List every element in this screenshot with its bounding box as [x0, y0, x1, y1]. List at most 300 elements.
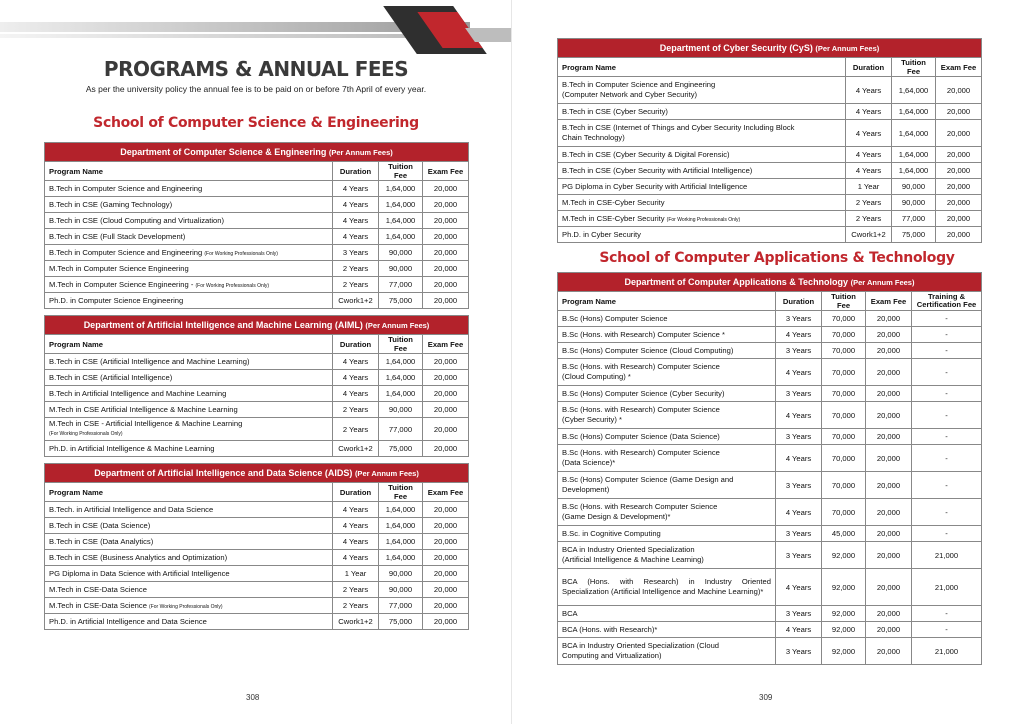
exam-fee-cell: 20,000 [936, 77, 982, 104]
column-header: Duration [333, 162, 379, 181]
program-name [558, 542, 776, 569]
exam-fee-cell: 20,000 [866, 445, 912, 472]
duration-cell: 4 Years [333, 534, 379, 550]
duration-cell: 3 Years [776, 311, 822, 327]
dept-header-row [45, 316, 469, 335]
training-fee-cell: 21,000 [912, 542, 982, 569]
table-row [45, 277, 469, 293]
column-header-row [558, 58, 982, 77]
page-number-left: 308 [246, 693, 260, 702]
training-fee-cell: - [912, 343, 982, 359]
program-name-text: B.Sc (Hons. with Research Computer Science [562, 502, 718, 511]
column-header: Exam Fee [866, 292, 912, 311]
program-name [558, 569, 776, 606]
duration-cell: 2 Years [333, 277, 379, 293]
tuition-fee-cell: 92,000 [822, 606, 866, 622]
tuition-fee-cell: 77,000 [379, 418, 423, 441]
table-row [45, 213, 469, 229]
program-name [45, 566, 333, 582]
table-row [558, 445, 982, 472]
program-name [45, 261, 333, 277]
program-name-text: B.Tech in Computer Science and Engineering [49, 184, 203, 193]
duration-cell: 2 Years [846, 211, 892, 227]
tuition-fee-cell: 1,64,000 [379, 354, 423, 370]
training-fee-cell: - [912, 445, 982, 472]
duration-cell: Cwork1+2 [333, 441, 379, 457]
program-name [45, 518, 333, 534]
tuition-fee-cell: 1,64,000 [379, 370, 423, 386]
right-page [512, 0, 1024, 724]
training-fee-cell: 21,000 [912, 569, 982, 606]
program-name-line2: (Cyber Security) * [562, 415, 622, 424]
table-row [45, 518, 469, 534]
tuition-fee-cell: 1,64,000 [379, 181, 423, 197]
exam-fee-cell: 20,000 [423, 213, 469, 229]
program-name [558, 343, 776, 359]
column-header: Tuition Fee [379, 483, 423, 502]
column-header-row [45, 483, 469, 502]
program-name [558, 195, 846, 211]
tuition-fee-cell: 90,000 [892, 179, 936, 195]
exam-fee-cell: 20,000 [423, 386, 469, 402]
tuition-fee-cell: 75,000 [892, 227, 936, 243]
duration-cell: 4 Years [776, 569, 822, 606]
tuition-fee-cell: 77,000 [892, 211, 936, 227]
exam-fee-cell: 20,000 [936, 120, 982, 147]
table-row [558, 526, 982, 542]
training-fee-cell: - [912, 472, 982, 499]
training-fee-cell: - [912, 606, 982, 622]
duration-cell: Cwork1+2 [333, 293, 379, 309]
program-name [558, 327, 776, 343]
program-name-text: B.Tech in Computer Science and Engineering [49, 248, 203, 257]
table-row [45, 534, 469, 550]
duration-cell: 4 Years [333, 502, 379, 518]
program-name [558, 386, 776, 402]
duration-cell: 2 Years [333, 402, 379, 418]
duration-cell: 2 Years [846, 195, 892, 211]
program-name [558, 622, 776, 638]
program-name-line2: (Game Design & Development)* [562, 512, 671, 521]
program-name-text: B.Tech. in Artificial Intelligence and Data Science [49, 505, 214, 514]
program-name [558, 104, 846, 120]
program-name-text: B.Sc (Hons) Computer Science (Cloud Computing) [562, 346, 734, 355]
duration-cell: 1 Year [846, 179, 892, 195]
program-name-text: BCA (Hons. with Research) in Industry Oriented Specialization (Artificial Intelligence and Machine Learning)* [562, 577, 771, 596]
exam-fee-cell: 20,000 [423, 418, 469, 441]
tuition-fee-cell: 75,000 [379, 293, 423, 309]
duration-cell: 4 Years [776, 499, 822, 526]
program-name-text: B.Sc (Hons. with Research) Computer Science [562, 405, 720, 414]
tuition-fee-cell: 1,64,000 [892, 147, 936, 163]
program-name-text: B.Sc (Hons. with Research) Computer Science [562, 362, 720, 371]
program-name [558, 147, 846, 163]
program-name [45, 534, 333, 550]
duration-cell: 4 Years [333, 181, 379, 197]
exam-fee-cell: 20,000 [423, 550, 469, 566]
tuition-fee-cell: 90,000 [892, 195, 936, 211]
program-name-text: B.Tech in CSE (Full Stack Development) [49, 232, 186, 241]
training-fee-cell: - [912, 402, 982, 429]
program-note: (For Working Professionals Only) [204, 251, 278, 257]
program-name-text: M.Tech in CSE Artificial Intelligence & Machine Learning [49, 405, 238, 414]
dept-header-row [45, 464, 469, 483]
table-row [45, 402, 469, 418]
tuition-fee-cell: 90,000 [379, 402, 423, 418]
tuition-fee-cell: 1,64,000 [379, 386, 423, 402]
table-row [558, 569, 982, 606]
program-name [558, 429, 776, 445]
dept-header-row [558, 39, 982, 58]
exam-fee-cell: 20,000 [423, 518, 469, 534]
program-name-line2: Computing and Virtualization) [562, 651, 662, 660]
exam-fee-cell: 20,000 [423, 441, 469, 457]
program-name-text: PG Diploma in Cyber Security with Artificial Intelligence [562, 182, 748, 191]
table-row [558, 179, 982, 195]
program-name-text: B.Tech in CSE (Data Science) [49, 521, 151, 530]
duration-cell: 3 Years [776, 606, 822, 622]
training-fee-cell: - [912, 429, 982, 445]
table-row [558, 472, 982, 499]
exam-fee-cell: 20,000 [423, 598, 469, 614]
exam-fee-cell: 20,000 [936, 179, 982, 195]
column-header-part: Training & [927, 292, 966, 301]
tuition-fee-cell: 77,000 [379, 598, 423, 614]
program-name-text: B.Tech in CSE (Cyber Security with Artificial Intelligence) [562, 166, 753, 175]
duration-cell: 2 Years [333, 582, 379, 598]
table-row [45, 550, 469, 566]
program-name [45, 402, 333, 418]
tuition-fee-cell: 70,000 [822, 386, 866, 402]
exam-fee-cell: 20,000 [423, 502, 469, 518]
table-row [558, 211, 982, 227]
program-name-text: BCA in Industry Oriented Specialization (Cloud [562, 641, 720, 650]
column-header: Duration [333, 483, 379, 502]
column-header-row [558, 292, 982, 311]
dept-name: Department of Artificial Intelligence and Machine Learning (AIML) [83, 320, 363, 330]
program-name-text: B.Tech in CSE (Data Analytics) [49, 537, 154, 546]
column-header: Tuition Fee [822, 292, 866, 311]
duration-cell: 4 Years [333, 354, 379, 370]
program-name [558, 120, 846, 147]
table-row [45, 229, 469, 245]
dept-name: Department of Computer Applications & Technology [624, 277, 849, 287]
column-header: Program Name [558, 292, 776, 311]
program-name-text: B.Tech in Computer Science and Engineering [562, 80, 716, 89]
program-name [558, 359, 776, 386]
exam-fee-cell: 20,000 [866, 327, 912, 343]
table-row [45, 293, 469, 309]
dept-title [558, 273, 982, 292]
duration-cell: 3 Years [776, 386, 822, 402]
program-name-text: B.Tech in CSE (Artificial Intelligence) [49, 373, 173, 382]
duration-cell: Cwork1+2 [333, 614, 379, 630]
tuition-fee-cell: 70,000 [822, 311, 866, 327]
program-name-line2: (Computer Network and Cyber Security) [562, 90, 698, 99]
program-name-line2: (Data Science)* [562, 458, 616, 467]
program-name [45, 370, 333, 386]
program-name-text: M.Tech in CSE-Data Science [49, 585, 147, 594]
program-name [45, 502, 333, 518]
exam-fee-cell: 20,000 [866, 429, 912, 445]
table-aids [44, 463, 469, 630]
table-row [558, 622, 982, 638]
tuition-fee-cell: 75,000 [379, 614, 423, 630]
table-row [45, 502, 469, 518]
program-name [45, 614, 333, 630]
table-cys [557, 38, 982, 243]
table-row [558, 311, 982, 327]
program-name [45, 277, 333, 293]
table-row [45, 354, 469, 370]
school-title-cse: School of Computer Science & Engineering [93, 115, 419, 131]
table-row [45, 582, 469, 598]
column-header: Program Name [45, 483, 333, 502]
column-header-part: Certification Fee [916, 300, 977, 309]
program-name-text: B.Tech in CSE (Business Analytics and Optimization) [49, 553, 228, 562]
per-annum-label: (Per Annum Fees) [354, 469, 419, 478]
header-stripe [0, 0, 512, 60]
duration-cell: 3 Years [776, 429, 822, 445]
tuition-fee-cell: 45,000 [822, 526, 866, 542]
table-row [558, 120, 982, 147]
per-annum-label: (Per Annum Fees) [365, 321, 430, 330]
program-name-text: B.Tech in CSE (Cyber Security) [562, 107, 668, 116]
exam-fee-cell: 20,000 [866, 569, 912, 606]
dept-title [45, 464, 469, 483]
program-name-text: M.Tech in Computer Science Engineering - [49, 280, 194, 289]
dept-name: Department of Computer Science & Engineering [120, 147, 327, 157]
tuition-fee-cell: 92,000 [822, 638, 866, 665]
program-name-line2: (Cloud Computing) * [562, 372, 631, 381]
duration-cell: 4 Years [776, 402, 822, 429]
training-fee-cell: - [912, 622, 982, 638]
exam-fee-cell: 20,000 [423, 534, 469, 550]
program-name-text: M.Tech in Computer Science Engineering [49, 264, 189, 273]
exam-fee-cell: 20,000 [423, 370, 469, 386]
table-row [45, 181, 469, 197]
table-row [558, 327, 982, 343]
program-name-text: M.Tech in CSE-Data Science [49, 601, 147, 610]
program-name [558, 472, 776, 499]
program-name-text: Ph.D. in Artificial Intelligence and Data Science [49, 617, 207, 626]
tuition-fee-cell: 1,64,000 [379, 197, 423, 213]
program-name [45, 213, 333, 229]
dept-title [45, 316, 469, 335]
column-header: Exam Fee [936, 58, 982, 77]
exam-fee-cell: 20,000 [866, 499, 912, 526]
exam-fee-cell: 20,000 [423, 197, 469, 213]
program-name-text: M.Tech in CSE-Cyber Security [562, 198, 665, 207]
exam-fee-cell: 20,000 [866, 359, 912, 386]
program-name-text: B.Tech in CSE (Artificial Intelligence and Machine Learning) [49, 357, 250, 366]
exam-fee-cell: 20,000 [866, 542, 912, 569]
program-name-text: B.Sc (Hons) Computer Science [562, 314, 668, 323]
tuition-fee-cell: 1,64,000 [379, 229, 423, 245]
exam-fee-cell: 20,000 [423, 354, 469, 370]
exam-fee-cell: 20,000 [936, 104, 982, 120]
school-title-cat: School of Computer Applications & Technology [599, 250, 955, 266]
tuition-fee-cell: 70,000 [822, 445, 866, 472]
duration-cell: 4 Years [846, 120, 892, 147]
tuition-fee-cell: 90,000 [379, 582, 423, 598]
training-fee-cell: - [912, 327, 982, 343]
page-title: PROGRAMS & ANNUAL FEES [103, 57, 409, 81]
duration-cell: 3 Years [776, 343, 822, 359]
tuition-fee-cell: 92,000 [822, 622, 866, 638]
program-name-line2: Chain Technology) [562, 133, 625, 142]
dept-header-row [558, 273, 982, 292]
tuition-fee-cell: 70,000 [822, 402, 866, 429]
column-header: Tuition Fee [379, 162, 423, 181]
duration-cell: 4 Years [333, 518, 379, 534]
program-name-text: B.Sc (Hons) Computer Science (Data Science) [562, 432, 720, 441]
program-name [558, 311, 776, 327]
duration-cell: 4 Years [776, 445, 822, 472]
program-name [45, 181, 333, 197]
tuition-fee-cell: 1,64,000 [379, 213, 423, 229]
program-name-text: BCA [562, 609, 578, 618]
table-row [45, 598, 469, 614]
program-name [45, 354, 333, 370]
program-name-text: B.Tech in CSE (Internet of Things and Cyber Security Including Block [562, 123, 795, 132]
program-name [45, 293, 333, 309]
duration-cell: 3 Years [776, 638, 822, 665]
exam-fee-cell: 20,000 [936, 195, 982, 211]
tuition-fee-cell: 70,000 [822, 359, 866, 386]
program-name-text: B.Tech in Artificial Intelligence and Machine Learning [49, 389, 227, 398]
program-name-text: B.Sc. in Cognitive Computing [562, 529, 661, 538]
column-header: Duration [846, 58, 892, 77]
exam-fee-cell: 20,000 [423, 293, 469, 309]
tuition-fee-cell: 90,000 [379, 566, 423, 582]
duration-cell: 4 Years [846, 77, 892, 104]
program-name [558, 179, 846, 195]
tuition-fee-cell: 1,64,000 [379, 518, 423, 534]
column-header: Exam Fee [423, 162, 469, 181]
tuition-fee-cell: 1,64,000 [379, 502, 423, 518]
tuition-fee-cell: 70,000 [822, 343, 866, 359]
program-name [558, 163, 846, 179]
exam-fee-cell: 20,000 [423, 181, 469, 197]
program-name [558, 77, 846, 104]
table-row [558, 227, 982, 243]
program-name-text: B.Tech in CSE (Cloud Computing and Virtualization) [49, 216, 225, 225]
exam-fee-cell: 20,000 [423, 582, 469, 598]
exam-fee-cell: 20,000 [423, 261, 469, 277]
policy-note: As per the university policy the annual fee is to be paid on or before 7th April of every year. [85, 84, 427, 94]
tuition-fee-cell: 1,64,000 [892, 120, 936, 147]
program-name [45, 386, 333, 402]
column-header: Exam Fee [423, 483, 469, 502]
dept-title [558, 39, 982, 58]
table-row [45, 418, 469, 441]
table-row [558, 638, 982, 665]
column-header-training [912, 292, 982, 311]
program-name [45, 197, 333, 213]
exam-fee-cell: 20,000 [866, 386, 912, 402]
program-note: (For Working Professionals Only) [49, 431, 123, 437]
exam-fee-cell: 20,000 [866, 606, 912, 622]
program-name-text: B.Sc (Hons. with Research) Computer Science [562, 448, 720, 457]
per-annum-label: (Per Annum Fees) [815, 44, 880, 53]
training-fee-cell: - [912, 311, 982, 327]
table-row [558, 163, 982, 179]
table-row [45, 441, 469, 457]
column-header: Program Name [45, 162, 333, 181]
table-row [558, 386, 982, 402]
training-fee-cell: - [912, 359, 982, 386]
program-name [45, 598, 333, 614]
program-name-text: BCA (Hons. with Research)* [562, 625, 658, 634]
tuition-fee-cell: 1,64,000 [892, 163, 936, 179]
tuition-fee-cell: 70,000 [822, 499, 866, 526]
duration-cell: 4 Years [846, 163, 892, 179]
table-cse [44, 142, 469, 309]
duration-cell: 4 Years [333, 229, 379, 245]
tuition-fee-cell: 1,64,000 [379, 550, 423, 566]
exam-fee-cell: 20,000 [866, 622, 912, 638]
exam-fee-cell: 20,000 [866, 311, 912, 327]
duration-cell: 3 Years [333, 245, 379, 261]
exam-fee-cell: 20,000 [866, 638, 912, 665]
exam-fee-cell: 20,000 [936, 147, 982, 163]
column-header: Duration [333, 335, 379, 354]
tuition-fee-cell: 70,000 [822, 429, 866, 445]
column-header: Tuition Fee [379, 335, 423, 354]
program-name [558, 227, 846, 243]
program-name-text: M.Tech in CSE - Artificial Intelligence & Machine Learning [49, 419, 243, 428]
tuition-fee-cell: 75,000 [379, 441, 423, 457]
duration-cell: Cwork1+2 [846, 227, 892, 243]
table-row [45, 261, 469, 277]
program-note: (For Working Professionals Only) [195, 283, 270, 289]
column-header-row [45, 335, 469, 354]
program-name [45, 245, 333, 261]
program-name [558, 638, 776, 665]
duration-cell: 4 Years [776, 359, 822, 386]
table-row [558, 104, 982, 120]
program-name-text: B.Sc (Hons. with Research) Computer Science * [562, 330, 725, 339]
exam-fee-cell: 20,000 [423, 245, 469, 261]
duration-cell: 3 Years [776, 526, 822, 542]
duration-cell: 4 Years [333, 213, 379, 229]
table-row [558, 195, 982, 211]
column-header: Program Name [558, 58, 846, 77]
program-name-text: Ph.D. in Artificial Intelligence & Machine Learning [49, 444, 215, 453]
exam-fee-cell: 20,000 [423, 402, 469, 418]
tuition-fee-cell: 1,64,000 [892, 104, 936, 120]
tuition-fee-cell: 70,000 [822, 472, 866, 499]
program-name-text: B.Sc (Hons) Computer Science (Cyber Security) [562, 389, 725, 398]
program-name [45, 582, 333, 598]
table-row [558, 343, 982, 359]
tuition-fee-cell: 90,000 [379, 245, 423, 261]
program-note: (For Working Professionals Only) [149, 604, 223, 610]
exam-fee-cell: 20,000 [423, 229, 469, 245]
exam-fee-cell: 20,000 [866, 526, 912, 542]
column-header: Tuition Fee [892, 58, 936, 77]
duration-cell: 4 Years [333, 197, 379, 213]
program-name-text: Ph.D. in Cyber Security [562, 230, 641, 239]
program-name-line2: Development) [562, 485, 610, 494]
table-row [45, 566, 469, 582]
exam-fee-cell: 20,000 [866, 402, 912, 429]
tuition-fee-cell: 1,64,000 [379, 534, 423, 550]
tuition-fee-cell: 90,000 [379, 261, 423, 277]
column-header-row [45, 162, 469, 181]
column-header: Exam Fee [423, 335, 469, 354]
